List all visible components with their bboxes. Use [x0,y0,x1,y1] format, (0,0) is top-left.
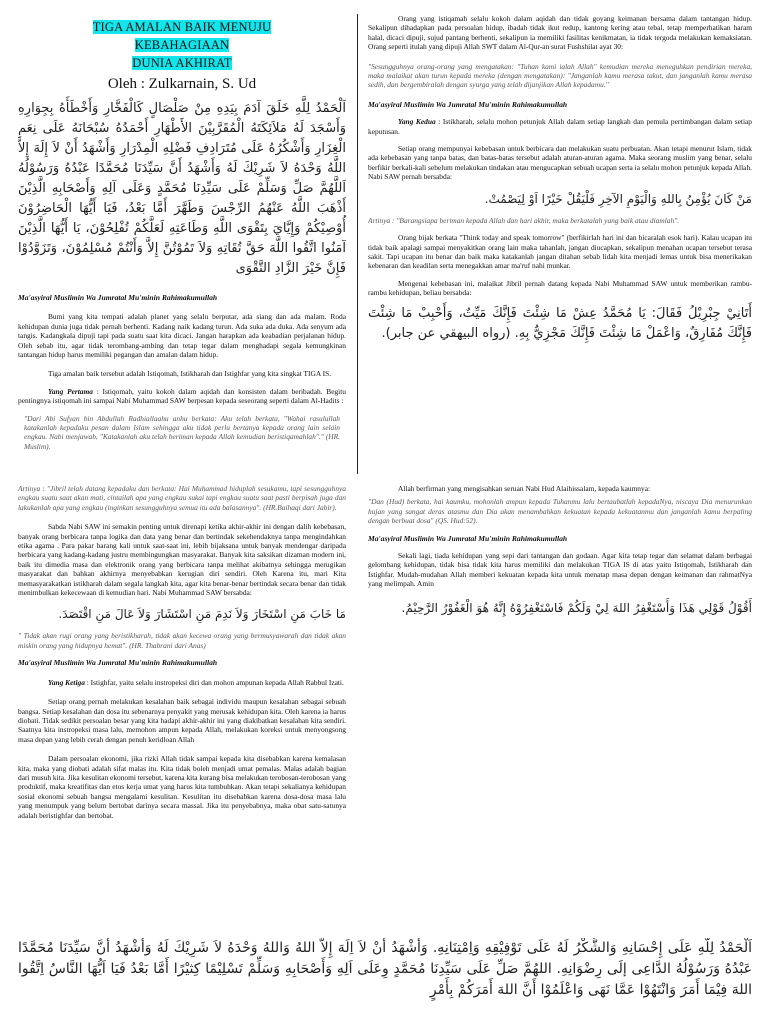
page2-left-column [18,484,346,908]
page1-right-column [368,14,752,472]
document-title [57,18,307,72]
title-line-2: DUNIA AKHIRAT [132,56,232,70]
paragraph: Setiap orang mempunyai kebebasan untuk berbicara dan melakukan suatu perbuatan. Akan tetapi menurut Islam, tidak ada kebebasan yang tanpa batas, dan batas-batas tersebut adalah aturan-aturan agama. Maka seorang muslim yang benar, selalu berfikir berkali-kali sebelum melakukan tindakan atau mengucapkan sebuah ucapan serta ia selalu mohon petunjuk kepada Allah. Nabi SAW pernah bersabda: [368,144,752,182]
paragraph: Dalam persoalan ekonomi, jika rizki Allah tidak sampai kepada kita disebabkan karena kemalasan kita, maka yang diobati adalah sifat malas itu. Kita tidak boleh menjadi umat pemalas. Malas adalah bagian dari musuh kita. Jika kesulitan ekonomi tersebut, karena kita kurang bisa melakukan terobosan-terobosan yang produktif, maka kreatifitas dan etos kerja umat yang harus kita tumbuhkan. Akan tetapi sekalianya kehidupan sosial ekonomi sebuah bangsa mengalami kesulitan. Kesulitan itu disebabkan karena dosa-dosa masa lalu yang menumpuk yang belum bertobat darinya secara massal. Jika itu penyebabnya, maka obat satu-satunya adalah beristighfar dan bertobat. [18,754,346,820]
page2-right-column [368,484,752,684]
arabic-opening: اَلْحَمْدُ لِلَّهِ خَلَقَ آدَمَ بِيَدِهِ مِنْ صَلْصَالٍ كَالْفَخَّارِ وَأَخْطَأَهُ بِجِوَارِهِ وَأَسْجَدَ لَهُ مَلاَئِكَتَهُ الْمُقَرَّبِيْنَ الأَطْهَارِ أَحْمَدُهُ سُبْحَانَهُ عَلَى نِعَمِ الْغِزَارِ وَأَشْكُرُهُ عَلَى مُتَرَادِفِ فَضْلِهِ الْمِدْرَارِ وَأَشْهَدُ أَنْ لاَ إِلَهَ إِلاَّ اللَّهُ وَحْدَهُ لاَ شَرِيْكَ لَهُ وَأَشْهَدُ أَنَّ سَيِّدَنَا مُحَمَّدًا عَبْدُهُ وَرَسُوْلُهُ اَللَّهُمَّ صَلِّ وَسَلِّمْ عَلَى سَيِّدِنَا مُحَمَّدٍ وَعَلَى آلِهِ وَأَصْحَابِهِ الَّذِيْنَ أَذْهَبَ اللَّهُ عَنْهُمُ الرِّجْسَ وَطَهَّرَ أَمَّا بَعْدُ، فَيَا أَيُّهَا الْحَاضِرُوْنَ أُوْصِيْكُمْ وَإِيَّايَ بِتَقْوَى اللَّهِ وَطَاعَتِهِ لَعَلَّكُمْ تُفْلِحُوْنَ، يَا أَيُّهَا الَّذِيْنَ آمَنُوا اتَّقُوا اللَّهَ حَقَّ تُقَاتِهِ وَلاَ تَمُوْتُنَّ إِلاَّ وَأَنْتُمْ مُسْلِمُوْنَ، وَتَزَوَّدُوْا فَإِنَّ خَيْرَ الزَّادِ التَّقْوَى [18,101,346,276]
author: Oleh : Zulkarnain, S. Ud [107,76,257,92]
paragraph-text: : Istiqomah, yaitu kokoh dalam aqidah dan konsisten dalam beribadah. Begitu pentingnya istiqomah ini sampai Nabi Muhammad SAW berpesan kepada seseorang seperti dalam Al-Hadits : [18,386,346,406]
arabic-closing: أَقُوْلُ قَوْلِي هَذَا وَأَسْتَغْفِرُ اللهَ لِيْ وَلَكُمْ فَاسْتَغْفِرُوْهُ إِنَّهُ هُوَ الْغَفُوْرُ الرَّحِيْمُ. [401,600,752,615]
paragraph: Tiga amalan baik tersebut adalah Istiqomah, Istikharah dan Istighfar yang kita singkat TIGA IS. [48,369,332,379]
arabic-second-khutbah: اَلْحَمْدُ لِلَّهِ عَلَى إِحْسَانِهِ وَالشُّكْرُ لَهُ عَلَى تَوْفِيْقِهِ وَاِمْتِنَانِهِ. وَأَشْهَدُ أَنْ لاَ اِلَهَ إِلاَّ اللهُ وَاللهُ وَحْدَهُ لاَ شَرِيْكَ لَهُ وَأَشْهَدُ أَنَّ سَيِّدَنَا مُحَمَّدًا عَبْدُهُ وَرَسُوْلُهُ الدَّاعِى إلَى رِضْوَانِهِ. اللهُمَّ صَلِّ عَلَى سَيِّدِنَا مُحَمَّدٍ وِعَلَى اَلِهِ وَأَصْحَابِهِ وَسَلِّمْ تَسْلِيْمًا كِثيْرًا أَمَّا بَعْدُ فَيَا اَيُّهَا النَّاسُ اِتَّقُوا اللهَ فِيْمَا أَمَرَ وَانْتَهُوْا عَمَّا نَهَى وَاعْلَمُوْا أَنَّ اللهَ أَمَرَكُمْ بِأَمْرٍ [18,940,752,998]
arabic-hadith: مَنْ كَانَ يُؤْمِنُ بِاللهِ وَالْيَوْمِ الآخِرِ فَلْيَقُلْ خَيْرًا اَوْ لِيَصْمُتْ. [484,191,752,206]
title-line-1: TIGA AMALAN BAIK MENUJU KEBAHAGIAAN [92,20,272,52]
page1-left-column [18,14,346,472]
paragraph: Orang yang istiqamah selalu kokoh dalam aqidah dan tidak goyang keimanan bersama dalam tantangan hidup. Sekalipun dihadapkan pada persoalan hidup, ibadah tidak ikut redup, kantong kering atau tebal, tetap memperhatikan haram halal, dicaci dipuji, sujud pantang berhenti, sekalipun ia memiliki fasilitas kenikmatan, ia tidak tergoda melakukan kemaksiatan. Orang seperti itulah yang dipuji Allah SWT dalam Al-Qur-an surat Fushshilat ayat 30: [368,14,752,52]
paragraph: Sabda Nabi SAW ini semakin penting untuk direnapi ketika akhir-akhir ini dengan dalih kebebasan, banyak orang berbicara tanpa logika dan data yang benar dan bertindak sekehendaknya tanpa mengindahkan etika agama . Para pakar barang kali untuk saat-saat ini, lebih bijaksana untuk banyak mendengar daripada berbicara yang kadang-kadang justru membingungkan masyarakat. Banyak kita saksikan dizaman modern ini, baik itu dimedia masa dan elektronik orang yang berbicara tanpa melihat akibatnya sehingga merugikan masyarakat dan bahkan akhirnya menyebabkan kerugian diri sendiri. Oleh Karena itu, mari Kita memasyarakatkan istikharah dalam segala langkah kita, agar kita benar-benar bertindak secara benar dan tidak menimbulkan kekecewaan di kemudian hari. Nabi Muhammad SAW bersabda: [18,522,346,598]
arabic-hadith-jibril: أَتَانِيْ جِبْرِيْلُ فَقَالَ: يَا مُحَمَّدُ عِشْ مَا شِئْتَ فَإِنَّكَ مَيِّتٌ، وَأَحْبِبْ مَا شِئْتَ فَإِنَّكَ مُفَارِقٌ، وَاعْمَلْ مَا شِئْتَ فَإِنَّكَ مَجْزِيٌّ بِهِ. (رواه البيهقي عن جابر). [368,305,752,341]
section-heading: Ma'asyiral Muslimin Wa Jumratal Mu'minin Rahimakumullah [18,658,218,668]
paragraph: Bumi yang kita tempati adalah planet yang selalu berputar, ada siang dan ada malam. Roda kehidupan dunia juga tidak pernah berhenti. Kadang naik kadang turun. Ada suka ada duka. Ada senyum ada tangis. Kadangkala dipuji tapi pada suatu saat kita dicaci. Jangan harapkan ada keabadian perjalanan hidup. Oleh sebab itu, agar tidak terombang-ambing dan tetap tegar dalam menghadapi segala kemungkinan tantangan hidup harus memiliki pegangan dan amalan dalam hidup. [18,312,346,360]
arabic-hadith: مَا خَابَ مَنِ اسْتَخَارَ وَلاَ نَدِمَ مَنِ اسْتَشَارَ وَلاَ عَالَ مَنِ اقْتَصَدَ. [58,607,346,622]
hadith-quote: "Dari Abi Sufyan bin Abdullah Radhiallaahu anhu berkata: Aku telah berkata, "Wahai rasulullah katakanlah kepadaku pesan dalam Islam sehingga aku tidak perlu bertanya kepada orang lain selain engkau. Nabi menjawab, "Katakanlah aku telah beriman kepada Allah kemudian beristiqamahlah"." (HR. Muslim). [24,413,340,451]
quran-quote: "Sesungguhnya orang-orang yang mengatakan: "Tuhan kami ialah Allah" kemudian mereka meneguhkan pendirian mereka, maka malaikat akan turun kepada mereka (dengan mengatakan): "Janganlah kamu merasa takut, dan janganlah kamu merasa sedih, dan bergembiralah dengan syurga yang telah dijanjikan Allah kepadamu." [368,61,752,90]
paragraph-yang-ketiga [18,678,346,687]
section-heading: Ma'asyiral Muslimin Wa Jumratal Mu'minin Rahimakumullah [368,99,568,109]
paragraph: Orang bijak berkata "Think today and speak tomorrow" (berfikirlah hari ini dan bicaralah esok hari). Kalau ucapan itu tidak baik apalagi sampai menyakitkan orang lain maka tahanlah, jangan diucapkan, sekalipun menahan ucapan tersebut terasa sakit. Tapi ucapan itu benar dan baik maka katakanlah jangan ditahan sebab lidah kita menjadi lemas untuk bisa menerikakan kebenaran dan keadilan serta menegakkan amar ma'ruf nahi munkar. [368,233,752,271]
quran-quote: "Dan (Hud) berkata, hai kaumku, mohonlah ampun kepada Tuhanmu lalu bertaubatlah kepadaNya, niscaya Dia menurunkan hujan yang sangat deras atasmu dan Dia akan menambahkan kekuatan kepada kekuatanmu dan janganlah kamu berpaling dengan berbuat dosa" (QS. Hud:52). [368,497,752,526]
paragraph: Mengenai kebebasan ini, malaikat Jibril pernah datang kepada Nabi Muhammad SAW untuk memberikan rambu-rambu kehidupan, beliau bersabda: [368,278,752,298]
hadith-translation: " Tidak akan rugi orang yang beristikharah, tidak akan kecewa orang yang bermusyawarah dan tidak akan miskin orang yang hidupnya hemat". (HR. Thabrani dari Anas) [18,631,346,650]
section-heading: Ma'asyiral Muslimin Wa Jumratal Mu'minin Rahimakumullah [18,293,218,302]
second-khutbah [18,938,752,1024]
paragraph-yang-pertama [18,387,346,406]
paragraph-text: : Istikharah, selalu mohon petunjuk Allah dalam setiap langkah dan pemula pertimbangan dalam setiap keputusan. [368,117,752,136]
label: Yang Kedua [398,117,436,127]
paragraph: Setiap orang pernah melakukan kesalahan baik sebagai individu maupun kesalahan sebagai sebuah bangsa. Setiap kesalahan dan dosa itu sebenarnya penyakit yang merusak kehidupan kita. Oleh karena ia harus diobati. Tidak sedikit persoalan besar yang kita hadapi akhir-akhir ini yang diakibatkan kesalahan kita sendiri. Saatnya kita instropeksi masa lalu, memohon ampun kepada Allah, melakukan koreksi untuk menyongsong masa depan yang lebih cerah dengan penuh keridloan Allah [18,697,346,744]
paragraph-yang-kedua [368,117,752,136]
column-divider [357,14,358,474]
label: Yang Ketiga [48,677,85,687]
hadith-translation: Artinya : "Jibril telah datang kepadaku dan berkata: Hai Muhammad hiduplah sesukamu, tapi sesungguhnya engkau suatu saat akan mati, cintailah apa yang engkau sukai tapi engkau suatu saat pasti berpisah juga dan lakukanlah apa yang engkau (inginkan sesungguhnya semua itu ada balasannya". (HR.Baihaqi dari Jabir). [18,484,346,512]
paragraph: Sekali lagi, tiada kehidupan yang sepi dari tantangan dan godaan. Agar kita tetap tegar dan selamat dalam berbagai gelombang kehidupan, tidak bisa tidak kita harus memiliki dan melakukan TIGA IS di atas yaitu Istiqomah, Istikharah dan Istighfar. Mudah-mudahan Allah memberi kekuatan kepada kita untuk menatap masa depan dengan keimanan dan rahmatNya yang melimpah. Amin [368,551,752,589]
hadith-translation: Artinya : "Barangsiapa beriman kepada Allah dan hari akhir, maka berkatalah yang baik atau diamlah". [368,215,680,225]
paragraph-text: : Istighfar, yaitu selalu instropeksi diri dan mohon ampunan kepada Allah Rabbul Izati. [84,677,344,687]
paragraph: Allah berfirman yang mengisahkan seruan Nabi Hud Alaihissalam, kepada kaumnya: [398,484,651,493]
section-heading: Ma'asyiral Muslimin Wa Jumratal Mu'minin Rahimakumullah [368,533,568,543]
label: Yang Pertama [48,386,93,396]
